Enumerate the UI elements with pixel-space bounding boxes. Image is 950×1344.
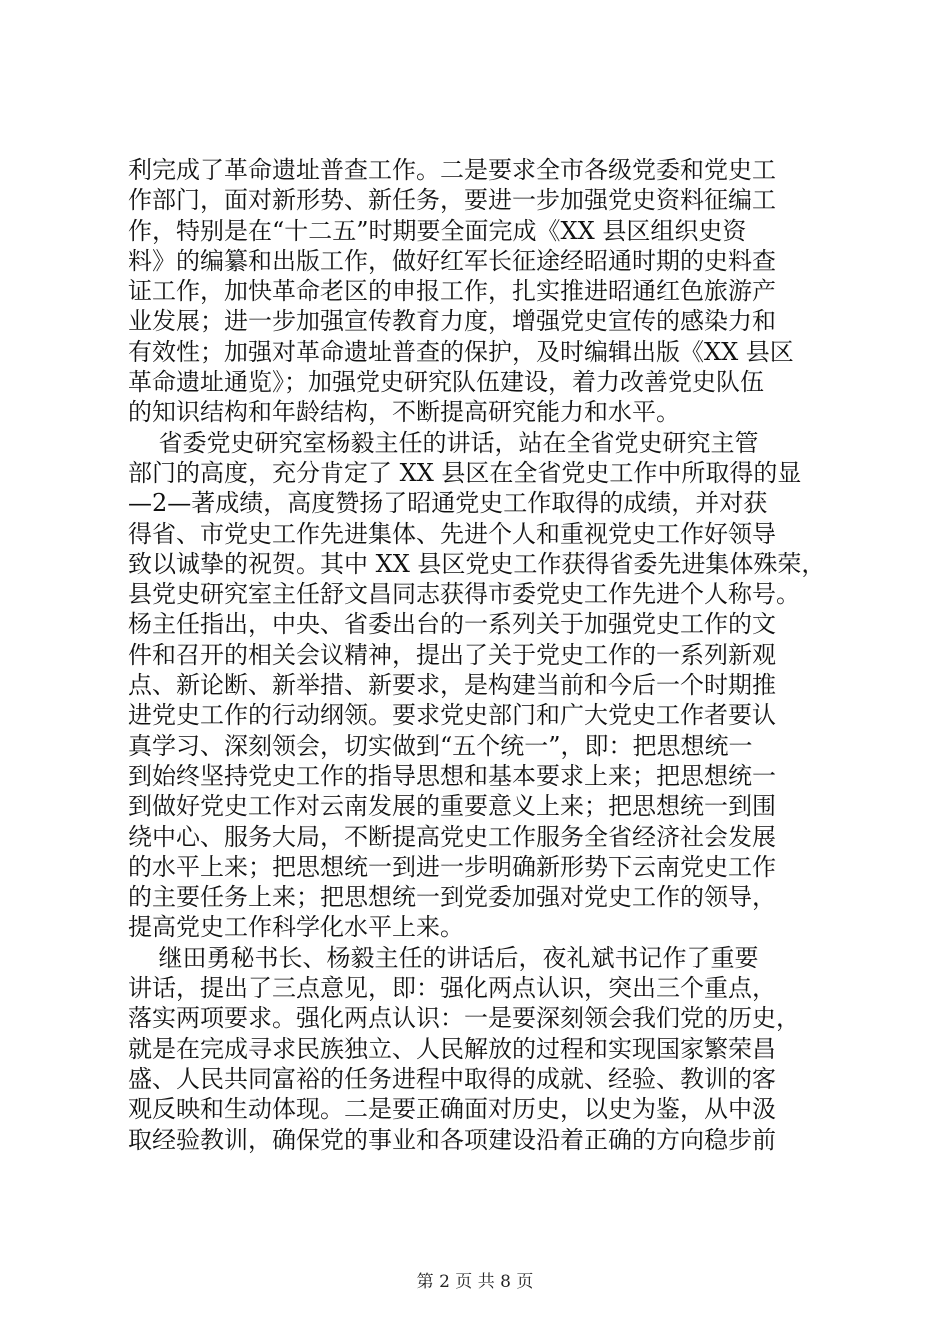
page-number-footer: 第 2 页 共 8 页 — [416, 1272, 534, 1292]
text-line: 的知识结构和年龄结构，不断提高研究能力和水平。 — [128, 398, 680, 427]
text-line: 料》的编纂和出版工作，做好红军长征途经昭通时期的史料查 — [128, 246, 776, 275]
text-line: 真学习、深刻领会，切实做到“五个统一”，即：把思想统一 — [128, 731, 753, 760]
text-line: 县党史研究室主任舒文昌同志获得市委党史工作先进个人称号。 — [128, 580, 800, 609]
text-line: 盛、人民共同富裕的任务进程中取得的成就、经验、教训的客 — [128, 1064, 776, 1093]
text-line: 的水平上来；把思想统一到进一步明确新形势下云南党史工作 — [128, 852, 776, 881]
text-line: 致以诚挚的祝贺。其中 XX 县区党史工作获得省委先进集体殊荣， — [128, 549, 826, 578]
text-line: 到始终坚持党史工作的指导思想和基本要求上来；把思想统一 — [128, 761, 776, 790]
text-line: 落实两项要求。强化两点认识：一是要深刻领会我们党的历史， — [128, 1004, 800, 1033]
text-line: 取经验教训，确保党的事业和各项建设沿着正确的方向稳步前 — [128, 1125, 776, 1154]
text-line: 提高党史工作科学化水平上来。 — [128, 913, 464, 942]
body-text — [128, 155, 836, 1155]
text-line: 点、新论断、新举措、新要求，是构建当前和今后一个时期推 — [128, 671, 776, 700]
text-line: 革命遗址通览》；加强党史研究队伍建设，着力改善党史队伍 — [128, 368, 764, 397]
text-line: 部门的高度，充分肯定了 XX 县区在全省党史工作中所取得的显 — [128, 458, 802, 487]
text-line: 继田勇秘书长、杨毅主任的讲话后，夜礼斌书记作了重要 — [128, 943, 759, 972]
text-line: 业发展；进一步加强宣传教育力度，增强党史宣传的感染力和 — [128, 307, 776, 336]
text-line: 绕中心、服务大局，不断提高党史工作服务全省经济社会发展 — [128, 822, 776, 851]
text-line: 作部门，面对新形势、新任务，要进一步加强党史资料征编工 — [128, 186, 776, 215]
text-line: 作，特别是在“十二五”时期要全面完成《XX 县区组织史资 — [128, 216, 747, 245]
text-line: 利完成了革命遗址普查工作。二是要求全市各级党委和党史工 — [128, 156, 776, 184]
text-line: 就是在完成寻求民族独立、人民解放的过程和实现国家繁荣昌 — [128, 1034, 776, 1063]
text-line: 证工作，加快革命老区的申报工作，扎实推进昭通红色旅游产 — [128, 277, 776, 306]
text-line: 件和召开的相关会议精神，提出了关于党史工作的一系列新观 — [128, 640, 776, 669]
text-line: 的主要任务上来；把思想统一到党委加强对党史工作的领导， — [128, 883, 776, 912]
text-line: —2—著成绩，高度赞扬了昭通党史工作取得的成绩，并对获 — [128, 489, 768, 518]
text-line: 得省、市党史工作先进集体、先进个人和重视党史工作好领导 — [128, 519, 776, 548]
text-line: 有效性；加强对革命遗址普查的保护，及时编辑出版《XX 县区 — [128, 337, 794, 366]
text-line: 到做好党史工作对云南发展的重要意义上来；把思想统一到围 — [128, 792, 776, 821]
text-line: 进党史工作的行动纲领。要求党史部门和广大党史工作者要认 — [128, 701, 776, 730]
text-line: 观反映和生动体现。二是要正确面对历史，以史为鉴，从中汲 — [128, 1095, 776, 1124]
text-line: 省委党史研究室杨毅主任的讲话，站在全省党史研究主管 — [128, 428, 759, 457]
text-line: 杨主任指出，中央、省委出台的一系列关于加强党史工作的文 — [128, 610, 776, 639]
text-line: 讲话，提出了三点意见，即：强化两点认识，突出三个重点， — [128, 974, 776, 1003]
